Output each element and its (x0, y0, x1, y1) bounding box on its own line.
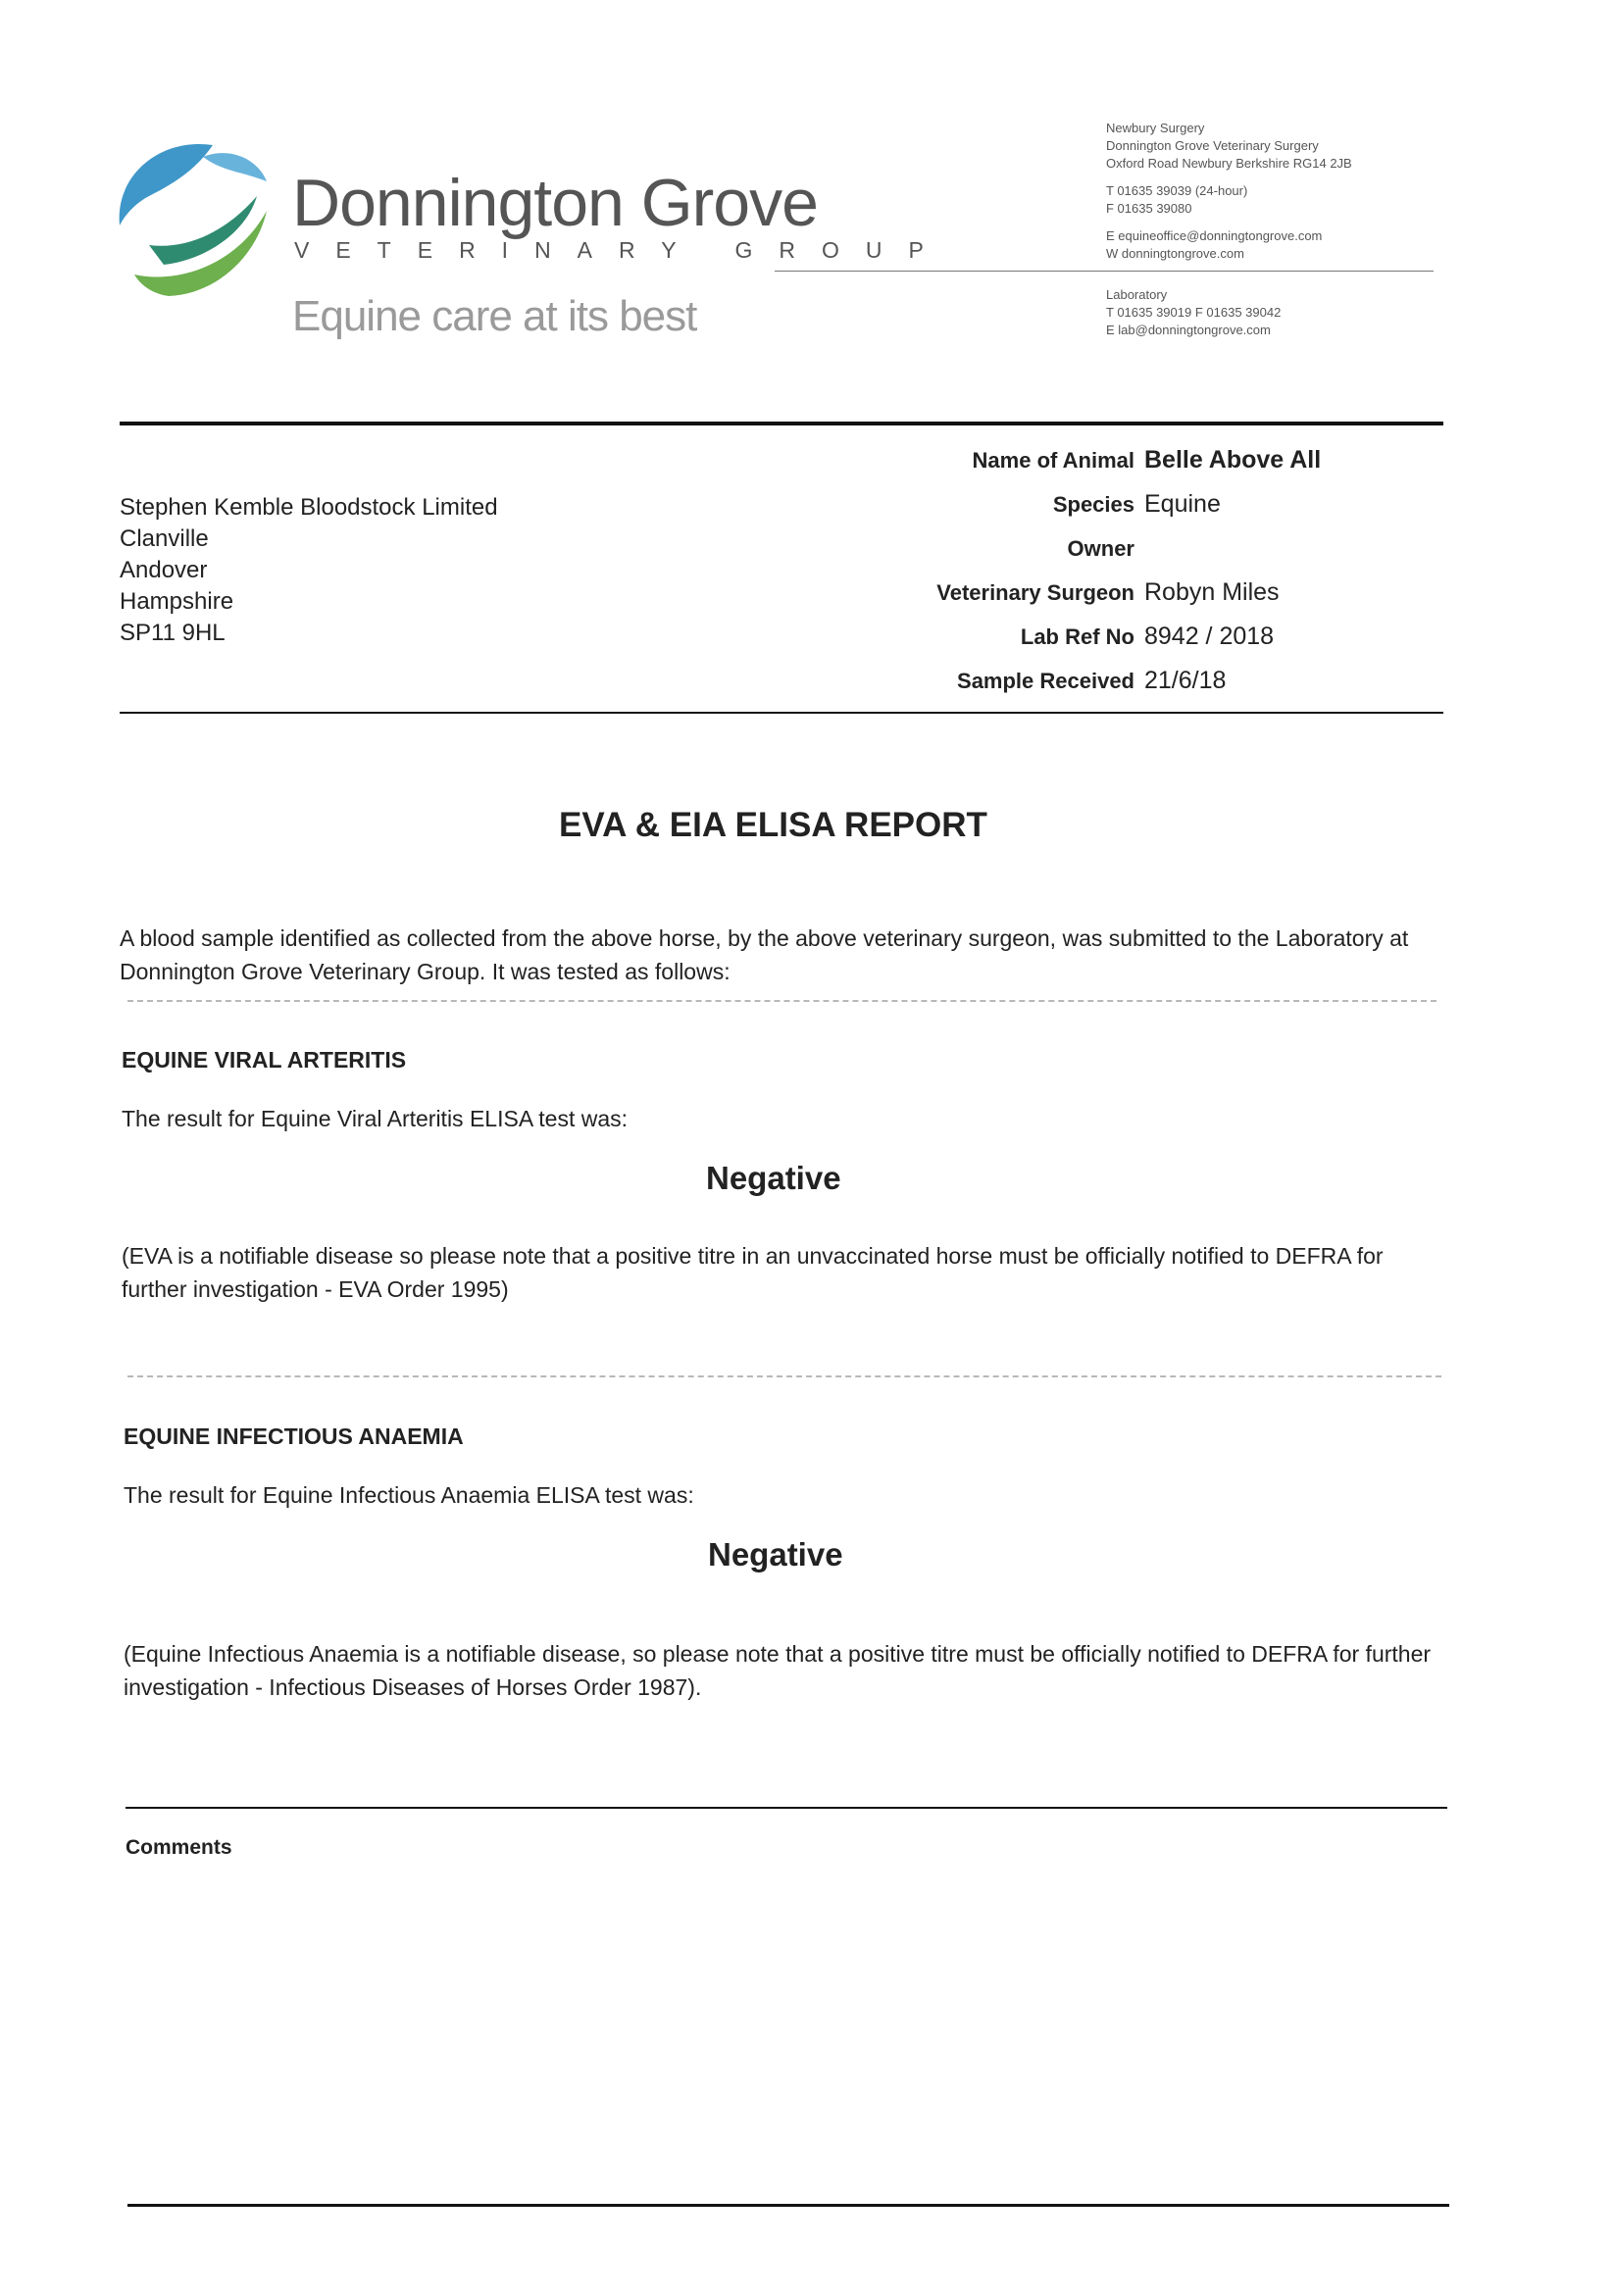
header-rule (120, 422, 1443, 425)
veterinary-surgeon-value: Robyn Miles (1144, 578, 1280, 606)
name-of-animal-value: Belle Above All (1144, 446, 1322, 474)
eia-test-text: The result for Equine Infectious Anaemia ELISA test was: (124, 1482, 694, 1508)
eva-result: Negative (706, 1160, 841, 1196)
address-line: Andover (120, 557, 208, 583)
letterhead-divider (775, 271, 1434, 272)
recipient-address (120, 492, 498, 649)
contact-line: F 01635 39080 (1106, 201, 1192, 216)
contact-line: Newbury Surgery (1106, 121, 1205, 135)
contact-line: W donningtongrove.com (1106, 246, 1244, 261)
address-line: SP11 9HL (120, 620, 226, 646)
eia-heading: EQUINE INFECTIOUS ANAEMIA (124, 1423, 464, 1449)
address-line: Clanville (120, 525, 209, 552)
eia-result: Negative (708, 1536, 843, 1572)
sample-received-value: 21/6/18 (1144, 667, 1227, 694)
species-label: Species (1052, 492, 1134, 517)
comments-rule (126, 1807, 1447, 1809)
footer-rule (127, 2204, 1449, 2207)
eva-heading: EQUINE VIRAL ARTERITIS (122, 1047, 407, 1073)
contact-line: Laboratory (1106, 287, 1168, 302)
brand-name: Donnington Grove (292, 166, 818, 240)
address-line: Stephen Kemble Bloodstock Limited (120, 494, 498, 521)
comments-label: Comments (126, 1836, 232, 1859)
dashed-divider (127, 1000, 1437, 1002)
name-of-animal-label: Name of Animal (972, 448, 1134, 473)
lab-ref-no-label: Lab Ref No (1020, 624, 1134, 649)
veterinary-surgeon-label: Veterinary Surgeon (936, 580, 1134, 605)
intro-paragraph: A blood sample identified as collected from the above horse, by the above veterinary surgeon, was submitted to the Laboratory at Donnington Grove Veterinary Group. It was tested as follows: (120, 925, 1409, 984)
contact-line: Donnington Grove Veterinary Surgery (1106, 138, 1319, 153)
species-value: Equine (1144, 490, 1221, 518)
contact-line: Oxford Road Newbury Berkshire RG14 2JB (1106, 156, 1352, 171)
dashed-divider (127, 1375, 1441, 1377)
lab-ref-no-value: 8942 / 2018 (1144, 623, 1275, 650)
laboratory-contact-block (1106, 286, 1281, 339)
sample-received-label: Sample Received (957, 669, 1134, 693)
owner-label: Owner (1067, 536, 1134, 561)
eva-test-text: The result for Equine Viral Arteritis ELISA test was: (122, 1106, 629, 1131)
contact-line: E equineoffice@donningtongrove.com (1106, 228, 1323, 243)
report-title: EVA & EIA ELISA REPORT (559, 806, 987, 844)
details-rule (120, 712, 1443, 714)
contact-line: T 01635 39019 F 01635 39042 (1106, 305, 1282, 320)
contact-line: T 01635 39039 (24-hour) (1106, 183, 1248, 198)
tagline: Equine care at its best (292, 292, 697, 340)
donnington-grove-logo (110, 137, 272, 299)
contact-line: E lab@donningtongrove.com (1106, 323, 1271, 337)
eva-note: (EVA is a notifiable disease so please note that a positive titre in an unvaccinated horse must be officially notified to DEFRA for further investigation - EVA Order 1995) (122, 1243, 1384, 1302)
surgery-contact-block (1106, 120, 1352, 263)
eia-note: (Equine Infectious Anaemia is a notifiable disease, so please note that a positive titre must be officially notified to DEFRA for further investigation - Infectious Diseases of Horses Order 1987). (124, 1641, 1432, 1700)
brand-subtitle: VETERINARY GROUP (294, 237, 950, 263)
address-line: Hampshire (120, 588, 234, 615)
